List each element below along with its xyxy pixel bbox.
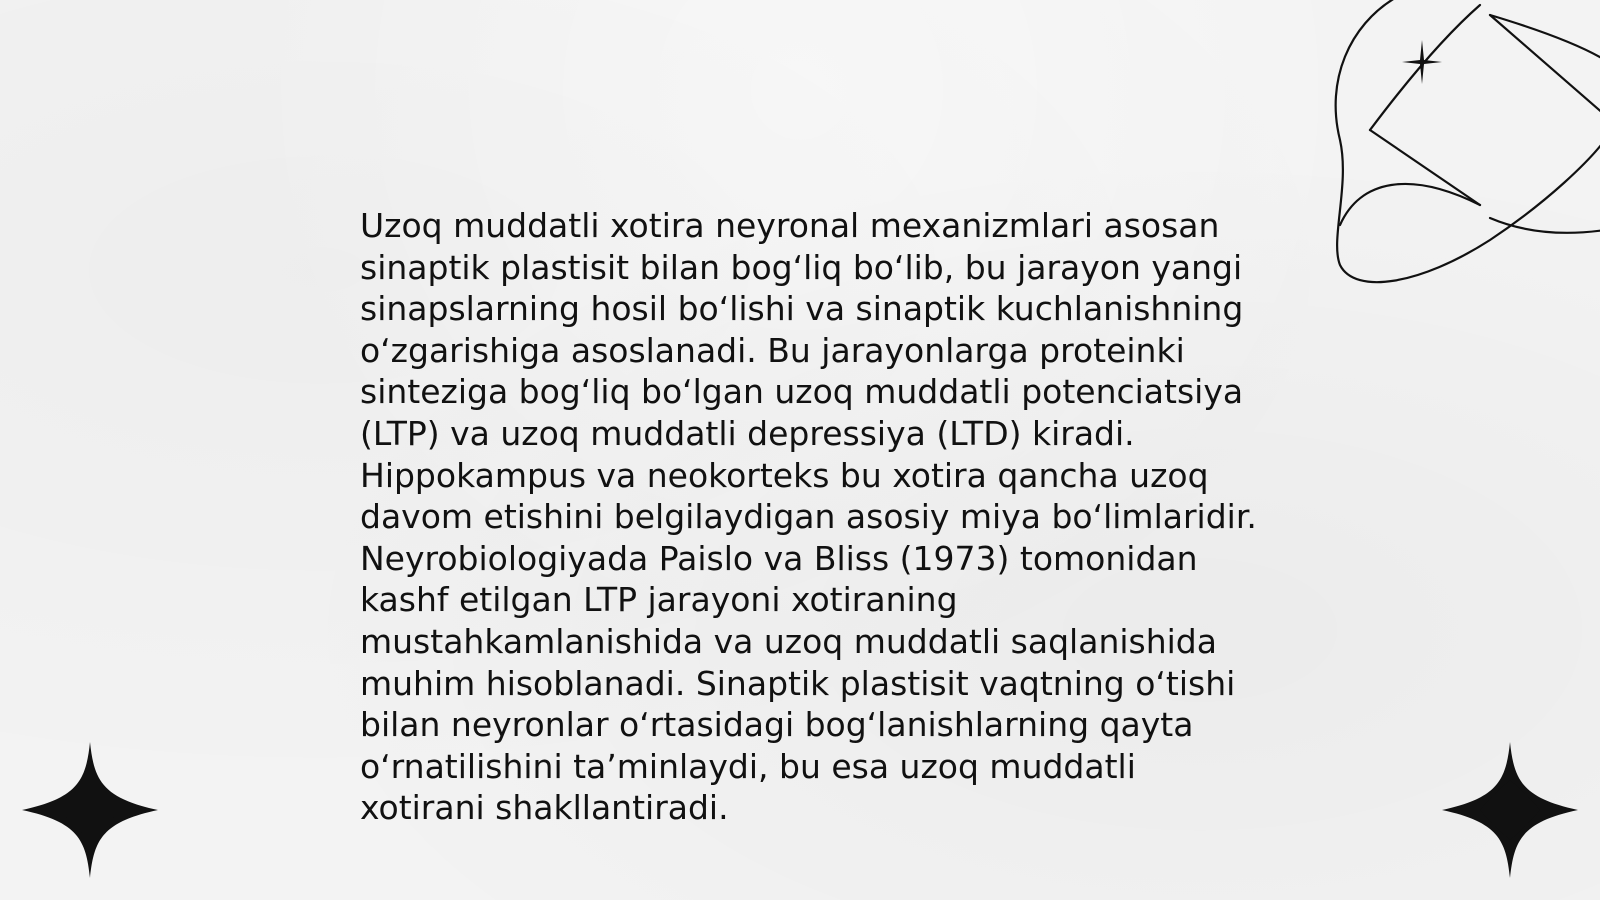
text-line: Hippokampus va neokorteks bu xotira qancha uzoq	[360, 455, 1209, 495]
text-line: davom etishini belgilaydigan asosiy miya boʻlimlaridir.	[360, 497, 1257, 537]
text-line: muhim hisoblanadi. Sinaptik plastisit vaqtning oʻtishi	[360, 663, 1236, 703]
text-line: oʻrnatilishini taʼminlaydi, bu esa uzoq muddatli	[360, 746, 1136, 786]
text-line: bilan neyronlar oʻrtasidagi bogʻlanishlarning qayta	[360, 705, 1194, 745]
text-line: mustahkamlanishida va uzoq muddatli saqlanishida	[360, 621, 1217, 661]
text-line: (LTP) va uzoq muddatli depressiya (LTD) kiradi.	[360, 413, 1135, 453]
text-line: oʻzgarishiga asoslanadi. Bu jarayonlarga proteinki	[360, 330, 1185, 370]
text-line: xotirani shakllantiradi.	[360, 788, 729, 828]
text-line: sinteziga bogʻliq boʻlgan uzoq muddatli potenciatsiya	[360, 372, 1244, 412]
orbit-lines-ornament	[1330, 0, 1600, 290]
four-point-star-icon	[1440, 740, 1580, 880]
body-paragraph	[360, 205, 1257, 829]
text-line: Uzoq muddatli xotira neyronal mexanizmlari asosan	[360, 206, 1220, 245]
four-point-star-icon	[20, 740, 160, 880]
text-line: sinaptik plastisit bilan bogʻliq boʻlib, bu jarayon yangi	[360, 247, 1243, 287]
text-line: kashf etilgan LTP jarayoni xotiraning	[360, 580, 958, 620]
sparkle-cross-icon	[1402, 40, 1442, 84]
text-line: Neyrobiologiyada Paislo va Bliss (1973) tomonidan	[360, 538, 1198, 578]
text-line: sinapslarning hosil boʻlishi va sinaptik kuchlanishning	[360, 289, 1244, 329]
